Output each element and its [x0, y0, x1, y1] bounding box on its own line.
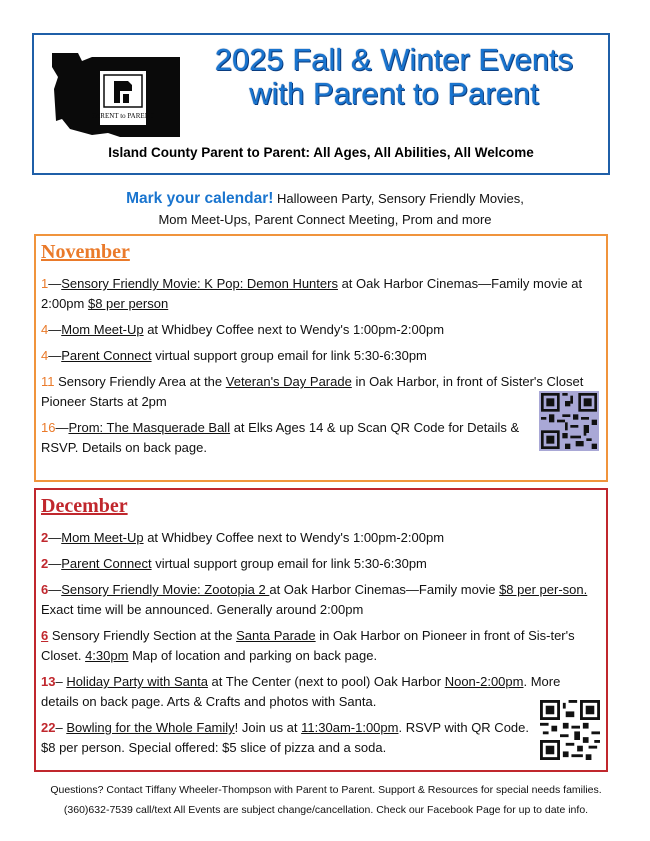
event-item: 6—Sensory Friendly Movie: Zootopia 2 at Oak Harbor Cinemas—Family movie $8 per per-son. Exact time will be announced. Generally around 2:00pm [41, 582, 588, 617]
title-line-2: with Parent to Parent [249, 76, 539, 111]
december-heading: December [41, 495, 128, 517]
washington-state-logo [48, 49, 184, 141]
event-link[interactable]: Mom Meet-Up [61, 530, 144, 545]
event-time: Noon-2:00pm [444, 674, 524, 689]
qr-code-icon[interactable] [540, 700, 600, 760]
intro [40, 188, 610, 230]
page-title [184, 43, 604, 111]
title-line-1: 2025 Fall & Winter Events [214, 42, 574, 77]
november-heading: November [41, 241, 130, 263]
event-time: 11:30am-1:00pm [301, 720, 399, 735]
event-link[interactable]: Veteran's Day Parade [225, 374, 352, 389]
event-link[interactable]: Parent Connect [61, 348, 152, 363]
footer [16, 780, 636, 820]
event-link[interactable]: Mom Meet-Up [61, 322, 144, 337]
event-item: 22– Bowling for the Whole Family! Join us at 11:30am-1:00pm. RSVP with QR Code. $8 per person. Special offered: $5 slice of pizza and a soda. [41, 720, 530, 755]
event-item: 1—Sensory Friendly Movie: K Pop: Demon Hunters at Oak Harbor Cinemas—Family movie at 2:00pm $8 per person [41, 276, 583, 311]
event-item: 13– Holiday Party with Santa at The Center (next to pool) Oak Harbor Noon-2:00pm. More details on back page. Arts & Crafts and photos with Santa. [41, 674, 561, 709]
event-price: $8 per per-son. [499, 582, 588, 597]
event-time: 4:30pm [85, 648, 129, 663]
event-link[interactable]: Sensory Friendly Movie: Zootopia 2 [61, 582, 270, 597]
footer-line-1: Questions? Contact Tiffany Wheeler-Thompson with Parent to Parent. Support & Resources for special needs families. [50, 784, 602, 796]
intro-line1-rest: Halloween Party, Sensory Friendly Movies, [273, 191, 524, 206]
event-item: 16—Prom: The Masquerade Ball at Elks Ages 14 & up Scan QR Code for Details & RSVP. Details on back page. [41, 420, 520, 455]
event-link[interactable]: Santa Parade [236, 628, 316, 643]
event-item: 6 Sensory Friendly Section at the Santa Parade in Oak Harbor on Pioneer in front of Sis-ter's Closet. 4:30pm Map of location and parking on back page. [41, 628, 575, 663]
november-section [34, 234, 608, 482]
logo-text: PARENT to PARENT [92, 112, 154, 120]
event-item: 4—Parent Connect virtual support group email for link 5:30-6:30pm [41, 348, 427, 363]
header-box [32, 33, 610, 175]
event-item: 2—Mom Meet-Up at Whidbey Coffee next to Wendy's 1:00pm-2:00pm [41, 530, 445, 545]
tagline: Island County Parent to Parent: All Ages, All Abilities, All Welcome [108, 145, 534, 160]
event-link[interactable]: Bowling for the Whole Family [66, 720, 235, 735]
intro-accent: Mark your calendar! [126, 190, 274, 207]
event-link[interactable]: Parent Connect [61, 556, 152, 571]
event-item: 4—Mom Meet-Up at Whidbey Coffee next to Wendy's 1:00pm-2:00pm [41, 322, 445, 337]
event-item: 2—Parent Connect virtual support group email for link 5:30-6:30pm [41, 556, 427, 571]
event-item: 11 Sensory Friendly Area at the Veteran's Day Parade in Oak Harbor, in front of Sister's Closet Pioneer Starts at 2pm [41, 374, 584, 409]
event-link[interactable]: Sensory Friendly Movie: K Pop: Demon Hunters [61, 276, 338, 291]
footer-line-2: (360)632-7539 call/text All Events are subject change/cancellation. Check our Facebook Page for up to date info. [63, 804, 589, 816]
event-price: $8 per person [87, 296, 169, 311]
event-link[interactable]: Prom: The Masquerade Ball [68, 420, 231, 435]
qr-code-icon[interactable] [539, 391, 599, 451]
intro-line2: Mom Meet-Ups, Parent Connect Meeting, Prom and more [158, 212, 492, 227]
december-section [34, 488, 608, 772]
event-link[interactable]: Holiday Party with Santa [66, 674, 208, 689]
